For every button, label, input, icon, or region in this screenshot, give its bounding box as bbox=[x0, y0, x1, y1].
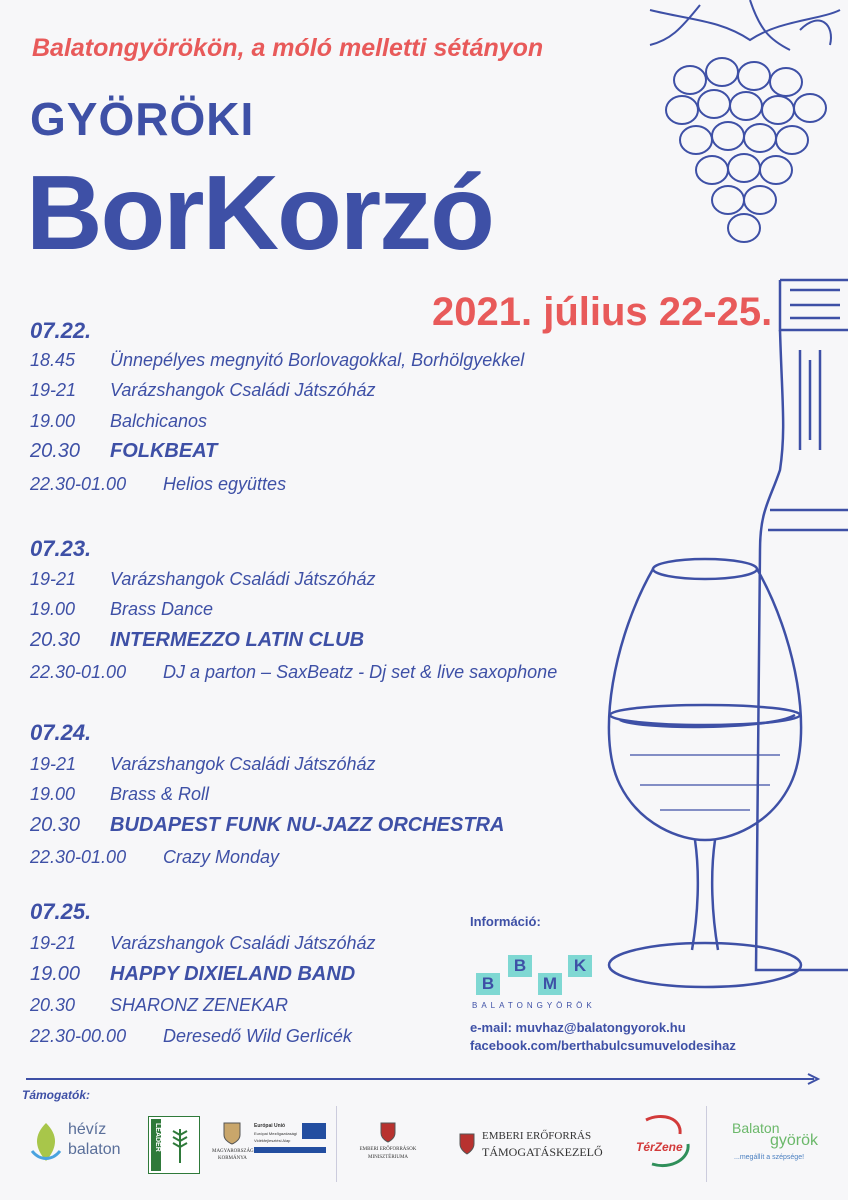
program-time: 19.00 bbox=[30, 784, 76, 804]
government-eu-logo bbox=[212, 1117, 330, 1171]
program-name: INTERMEZZO LATIN CLUB bbox=[110, 629, 365, 651]
program-time: 18.45 bbox=[30, 350, 76, 370]
bgy-text-2: györök bbox=[770, 1132, 819, 1149]
balaton-text: balaton bbox=[68, 1141, 121, 1158]
bgy-slogan: ...megállít a szépsége! bbox=[734, 1154, 805, 1161]
program-row bbox=[30, 963, 355, 986]
emet-text-2: TÁMOGATÁSKEZELŐ bbox=[482, 1145, 603, 1159]
divider bbox=[706, 1106, 707, 1182]
day-heading: 07.22. bbox=[30, 318, 92, 343]
gov-text-2: KORMÁNYA bbox=[218, 1156, 247, 1161]
program-row bbox=[30, 380, 375, 401]
coat-of-arms-icon bbox=[222, 1119, 242, 1145]
program-time: 20.30 bbox=[30, 814, 81, 836]
program-row bbox=[30, 1026, 352, 1047]
program-time: 19.00 bbox=[30, 963, 81, 985]
program-name: Helios együttes bbox=[163, 474, 287, 494]
program-time: 22.30-00.00 bbox=[30, 1026, 127, 1046]
terzene-text: TérZene bbox=[636, 1140, 683, 1154]
program-row bbox=[30, 784, 209, 805]
program-row bbox=[30, 411, 207, 432]
event-title-prefix: GYÖRÖKI bbox=[30, 93, 255, 145]
eu-text-3: Vidékfejlesztési Alap bbox=[254, 1138, 291, 1143]
program-time: 22.30-01.00 bbox=[30, 662, 127, 682]
logo-text: BALATONGYÖRÖK bbox=[472, 1001, 596, 1010]
leaf-icon bbox=[30, 1121, 62, 1165]
location-subtitle: Balatongyörökön, a móló melletti sétányon bbox=[32, 34, 544, 62]
coat-of-arms-icon bbox=[379, 1119, 397, 1143]
emet-logo bbox=[452, 1118, 610, 1170]
gov-text-1: MAGYARORSZÁG bbox=[212, 1149, 254, 1154]
program-name: Varázshangok Családi Játszóház bbox=[110, 569, 376, 589]
program-time: 20.30 bbox=[30, 440, 81, 462]
day-heading: 07.23. bbox=[30, 536, 92, 561]
program-name: Balchicanos bbox=[110, 411, 208, 431]
program-row bbox=[30, 995, 288, 1016]
program-name: Deresedő Wild Gerlicék bbox=[163, 1026, 352, 1046]
supporters-label: Támogatók: bbox=[22, 1088, 91, 1102]
program-time: 20.30 bbox=[30, 995, 76, 1015]
logo-letter: M bbox=[538, 973, 562, 995]
program-row bbox=[30, 474, 286, 495]
heviz-balaton-logo bbox=[30, 1117, 134, 1171]
ministry-logo bbox=[348, 1117, 428, 1171]
program-name: Brass Dance bbox=[110, 599, 214, 619]
program-name: Varázshangok Családi Játszóház bbox=[110, 933, 376, 953]
heviz-text: hévíz bbox=[68, 1121, 107, 1138]
wine-glass-illustration bbox=[600, 555, 820, 1005]
program-name: DJ a parton – SaxBeatz - Dj set & live saxophone bbox=[163, 662, 558, 682]
balatongyorok-logo bbox=[726, 1118, 830, 1170]
logo-letter: B bbox=[476, 973, 500, 995]
email-link[interactable]: e-mail: muvhaz@balatongyorok.hu bbox=[470, 1020, 686, 1035]
event-title: BorKorzó bbox=[26, 154, 493, 272]
program-name: HAPPY DIXIELAND BAND bbox=[110, 963, 356, 985]
program-time: 22.30-01.00 bbox=[30, 847, 127, 867]
coat-of-arms-icon bbox=[458, 1130, 476, 1156]
bgy-text-1: Balaton bbox=[732, 1120, 780, 1136]
program-time: 22.30-01.00 bbox=[30, 474, 127, 494]
divider-arrow bbox=[26, 1072, 822, 1086]
emet-text-1: EMBERI ERŐFORRÁS bbox=[482, 1130, 592, 1142]
program-name: Brass & Roll bbox=[110, 784, 210, 804]
program-row bbox=[30, 629, 364, 652]
day-heading: 07.25. bbox=[30, 899, 92, 924]
program-row bbox=[30, 814, 504, 837]
program-name: FOLKBEAT bbox=[110, 440, 218, 462]
day-heading: 07.24. bbox=[30, 720, 92, 745]
ministry-text-1: EMBERI ERŐFORRÁSOK bbox=[359, 1147, 417, 1152]
program-name: BUDAPEST FUNK NU-JAZZ ORCHESTRA bbox=[110, 814, 505, 836]
eu-text-1: Európai Unió bbox=[254, 1123, 286, 1129]
program-row bbox=[30, 350, 524, 371]
program-time: 19-21 bbox=[30, 933, 77, 953]
program-name: Varázshangok Családi Játszóház bbox=[110, 380, 376, 400]
program-row bbox=[30, 440, 217, 463]
bbmk-logo bbox=[472, 955, 602, 1015]
program-time: 19.00 bbox=[30, 599, 76, 619]
program-row bbox=[30, 599, 213, 620]
leader-logo bbox=[148, 1116, 200, 1174]
event-dates: 2021. július 22-25. bbox=[432, 290, 773, 334]
facebook-link[interactable]: facebook.com/berthabulcsumuvelodesihaz bbox=[470, 1038, 736, 1053]
program-name: Varázshangok Családi Játszóház bbox=[110, 754, 376, 774]
program-row bbox=[30, 933, 375, 954]
program-time: 19.00 bbox=[30, 411, 76, 431]
program-time: 19-21 bbox=[30, 380, 77, 400]
program-name: SHARONZ ZENEKAR bbox=[110, 995, 289, 1015]
grapes-illustration bbox=[630, 0, 848, 270]
info-label: Információ: bbox=[470, 914, 541, 929]
program-row bbox=[30, 569, 375, 590]
terzene-logo bbox=[632, 1114, 698, 1172]
eu-flag-icon bbox=[302, 1123, 326, 1139]
program-time: 19-21 bbox=[30, 754, 77, 774]
leader-text: LEADER bbox=[154, 1123, 161, 1152]
program-name: Ünnepélyes megnyitó Borlovagokkal, Borhölgyekkel bbox=[110, 350, 525, 370]
logo-letter: K bbox=[568, 955, 592, 977]
logo-letter: B bbox=[508, 955, 532, 977]
eu-text-2: Európai Mezőgazdasági bbox=[254, 1131, 297, 1136]
eu-bar bbox=[254, 1147, 326, 1153]
wheat-icon bbox=[165, 1125, 195, 1165]
program-name: Crazy Monday bbox=[163, 847, 280, 867]
ministry-text-2: MINISZTÉRIUMA bbox=[368, 1155, 408, 1160]
program-row bbox=[30, 847, 279, 868]
program-time: 20.30 bbox=[30, 629, 81, 651]
divider bbox=[336, 1106, 337, 1182]
program-row bbox=[30, 662, 557, 683]
program-time: 19-21 bbox=[30, 569, 77, 589]
program-row bbox=[30, 754, 375, 775]
